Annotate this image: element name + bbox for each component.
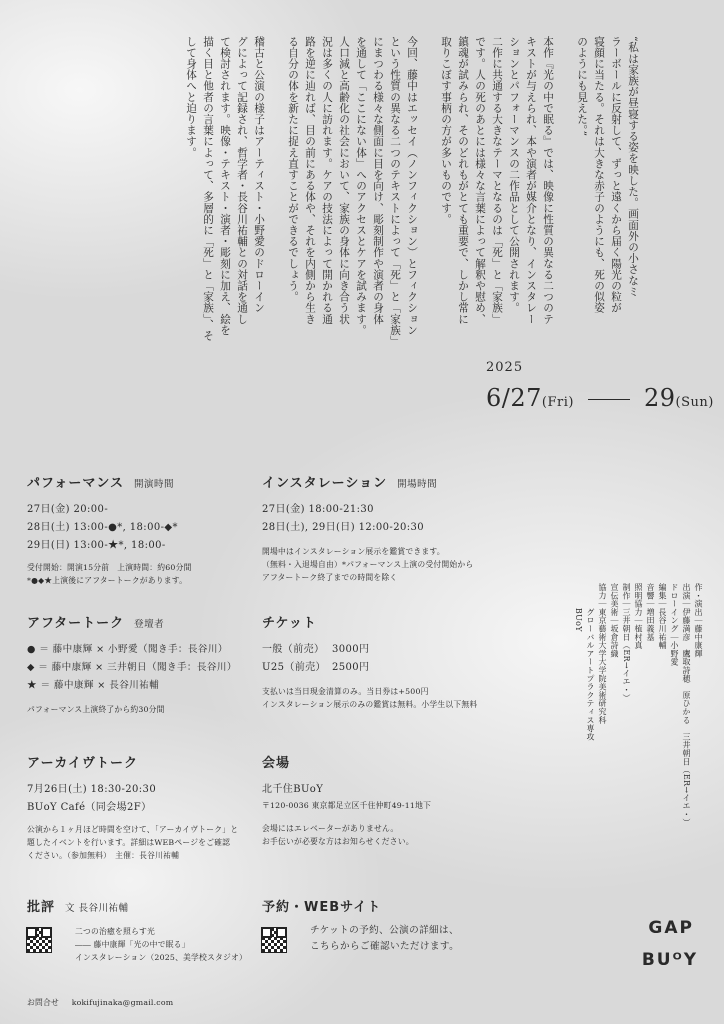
- venue-title: 会場: [262, 756, 291, 771]
- archive-title: アーカイヴトーク: [27, 756, 138, 771]
- credit-line: 照明協力｜植村真: [634, 583, 643, 650]
- aftertalk-note: パフォーマンス上演終了から約30分間: [27, 705, 165, 714]
- aftertalk-speaker: ● ＝ 藤中康輝 × 小野愛（聞き手：長谷川）: [27, 644, 228, 655]
- critique-line: インスタレーション（2025、美学校スタジオ）: [75, 953, 248, 962]
- credit-line: 協力｜東京藝術大学大学院美術研究科: [598, 583, 607, 725]
- installation-time: 27日(金) 18:00-21:30: [262, 504, 374, 515]
- date-dash: [588, 399, 630, 400]
- intro-line: ラーボールに反射して、ずっと遠くから届く陽光の粒が: [610, 36, 622, 314]
- critique-heading: [27, 896, 267, 915]
- buoy-logo: BUᴼY: [641, 950, 698, 970]
- aftertalk-section: [27, 612, 257, 716]
- credit-line: 音響｜増田義基: [646, 583, 655, 642]
- start-date: 6/27: [486, 384, 542, 412]
- intro-line: て検討されます。映像・テキスト・演者・彫刻に加え、絵を: [219, 36, 231, 336]
- intro-line: 寝顔に当たる。それは大きな赤子のようにも、死の似姿: [593, 36, 605, 314]
- critique-title: 批評: [27, 900, 56, 915]
- intro-line: 二作に共通する大きなテーマとなるのは「死」と「家族」: [491, 36, 503, 325]
- aftertalk-speaker: ◆ ＝ 藤中康輝 × 三井朝日（聞き手：長谷川）: [27, 662, 237, 673]
- reserve-line: こちらからご確認いただけます。: [310, 941, 460, 952]
- intro-line: 取りこぼす事柄の方が多いものです。: [440, 36, 452, 225]
- gap-logo: GAP: [648, 918, 694, 938]
- installation-heading: [262, 472, 522, 491]
- intro-line: という性質の異なる二つのテキストによって「死」と「家族」: [389, 36, 401, 347]
- qr-code-icon[interactable]: [27, 928, 51, 952]
- archive-place: BUoY Café（同会場2F）: [27, 802, 152, 813]
- venue-name: 北千住BUoY: [262, 784, 324, 795]
- ticket-general-label: 一般（前売）: [262, 644, 325, 655]
- credit-line: ドローイング｜小野愛: [670, 583, 679, 666]
- intro-line: ションとパフォーマンスの二作品として公開されます。: [508, 36, 520, 314]
- venue-note: 会場にはエレベーターがありません。: [262, 824, 399, 833]
- intro-line: を通して「ここにない体」へのアクセスとケアを試みます。: [355, 36, 367, 336]
- performance-heading: [27, 472, 247, 491]
- ticket-u25-price: 2500円: [332, 662, 370, 673]
- intro-line: 稽古と公演の様子はアーティスト・小野愛のドローイン: [253, 36, 265, 314]
- credit-line: BUoY: [574, 583, 583, 632]
- intro-line: 鎮魂が試みられ、そのどれもがとても重要で、しかし常に: [457, 36, 469, 325]
- contact: [27, 996, 173, 1009]
- performance-subtitle: 開演時間: [133, 479, 174, 490]
- intro-line: して身体へと迫ります。: [185, 36, 197, 159]
- critique-author: 文 長谷川祐輔: [65, 903, 129, 914]
- intro-line: 路を逆に辿れば、目の前にある体や、それを内側から生き: [304, 36, 316, 325]
- qr-code-icon[interactable]: [262, 928, 286, 952]
- start-day: (Fri): [541, 395, 574, 410]
- intro-line: 本作『光の中で眠る』では、映像に性質の異なる二つのテ: [542, 36, 554, 325]
- intro-line: のようにも見えた。”: [576, 36, 588, 137]
- critique-section: [27, 896, 267, 964]
- installation-subtitle: 開場時間: [397, 479, 438, 490]
- archive-note: ください。（参加無料） 主催：長谷川祐輔: [27, 851, 180, 860]
- ticket-title: チケット: [262, 616, 317, 631]
- intro-line: です。人の死のあとには様々な言葉によって解釈や慰め、: [474, 36, 486, 325]
- aftertalk-speaker: ★ ＝ 藤中康輝 × 長谷川祐輔: [27, 680, 160, 691]
- archive-date: 7月26日(土) 18:30-20:30: [27, 784, 157, 795]
- performance-time: 27日(金) 20:00-: [27, 504, 109, 515]
- end-date: 29: [643, 384, 676, 412]
- installation-title: インスタレーション: [262, 476, 388, 491]
- intro-line: キストが与えられ、本や演者が媒介となり、インスタレー: [525, 36, 537, 325]
- archive-note: 題したイベントを行います。詳細はWEBページをご確認: [27, 838, 231, 847]
- venue-note: お手伝いが必要な方はお知らせください。: [262, 837, 414, 846]
- intro-line: 人口減と高齢化の社会において、家族の身体に向き合う状: [338, 36, 350, 325]
- contact-email[interactable]: kokifujinaka@gmail.com: [71, 998, 174, 1007]
- installation-note: （無料・入退場自由）*パフォーマンス上演の受付開始から: [262, 560, 474, 569]
- contact-label: お問合せ: [27, 998, 59, 1007]
- aftertalk-heading: [27, 612, 257, 631]
- performance-note: *●◆★上演後にアフタートークがあります。: [27, 576, 188, 585]
- credit-line: 制作｜三井朝日（ER→イエ・）: [622, 583, 631, 703]
- credit-line: 作・演出｜藤中康輝: [694, 583, 703, 658]
- intro-line: る自分の体を新たに捉え直すことができるでしょう。: [287, 36, 299, 303]
- ticket-u25: [262, 659, 522, 677]
- ticket-u25-label: U25（前売）: [262, 662, 326, 673]
- installation-note: 開場中はインスタレーション展示を鑑賞できます。: [262, 547, 445, 556]
- credit-line: 出演｜伊藤満彦 鷹取詩穂 原ひかる 三井朝日（ER→イエ・）: [682, 583, 691, 827]
- ticket-general-price: 3000円: [332, 644, 370, 655]
- reserve-title: 予約・WEBサイト: [262, 900, 382, 915]
- intro-line: 今回、藤中はエッセイ（ノンフィクション）とフィクション: [406, 36, 418, 336]
- credit-line: グローバルアートプラクティス専攻: [586, 583, 595, 741]
- intro-line: 描く目と他者の言葉によって、多層的に「死」と「家族」、そ: [202, 36, 214, 342]
- year: 2025: [486, 360, 524, 375]
- ticket-section: [262, 612, 522, 711]
- end-day: (Sun): [675, 395, 714, 410]
- performance-title: パフォーマンス: [27, 476, 124, 491]
- reserve-line: チケットの予約、公演の詳細は、: [310, 925, 460, 936]
- date-range: [486, 384, 714, 412]
- ticket-general: [262, 641, 522, 659]
- credit-line: 編集｜長谷川祐輔: [658, 583, 667, 650]
- intro-line: グによって記録され、哲学者・長谷川祐輔との対話を通し: [236, 36, 248, 325]
- reserve-section: [262, 896, 522, 955]
- critique-line: 二つの治癒を照らす光: [75, 927, 155, 936]
- archive-section: [27, 752, 267, 862]
- ticket-note: 支払いは当日現金清算のみ。当日券は+500円: [262, 687, 429, 696]
- intro-line: にまつわる様々な側面に目を向け、彫刻制作や演者の身体: [372, 36, 384, 325]
- critique-line: ―― 藤中康輝「光の中で眠る」: [75, 940, 190, 949]
- performance-section: [27, 472, 247, 587]
- ticket-note: インスタレーション展示のみの鑑賞は無料。小学生以下無料: [262, 700, 478, 709]
- credit-line: 宣伝美術｜坂倉詩織: [610, 583, 619, 658]
- performance-note: 受付開始：開演15分前 上演時間：約60分間: [27, 563, 192, 572]
- performance-time: 28日(土) 13:00-●*, 18:00-◆*: [27, 522, 178, 533]
- aftertalk-title: アフタートーク: [27, 616, 125, 631]
- intro-line: “私は家族が昼寝する姿を映した。画面外の小さなミ: [627, 36, 639, 298]
- installation-time: 28日(土), 29日(日) 12:00-20:30: [262, 522, 425, 533]
- archive-note: 公演から１ヶ月ほど時間を空けて、「アーカイヴトーク」と: [27, 825, 239, 834]
- venue-address: 〒120-0036 東京都足立区千住仲町49-11地下: [262, 801, 432, 810]
- installation-section: [262, 472, 522, 584]
- aftertalk-subtitle: 登壇者: [134, 619, 165, 630]
- venue-section: [262, 752, 522, 848]
- performance-time: 29日(日) 13:00-★*, 18:00-: [27, 540, 166, 551]
- intro-line: 況は多くの人に訪れます。ケアの技法によって開かれる通: [321, 36, 333, 325]
- installation-note: アフタートーク終了までの時間を除く: [262, 573, 398, 582]
